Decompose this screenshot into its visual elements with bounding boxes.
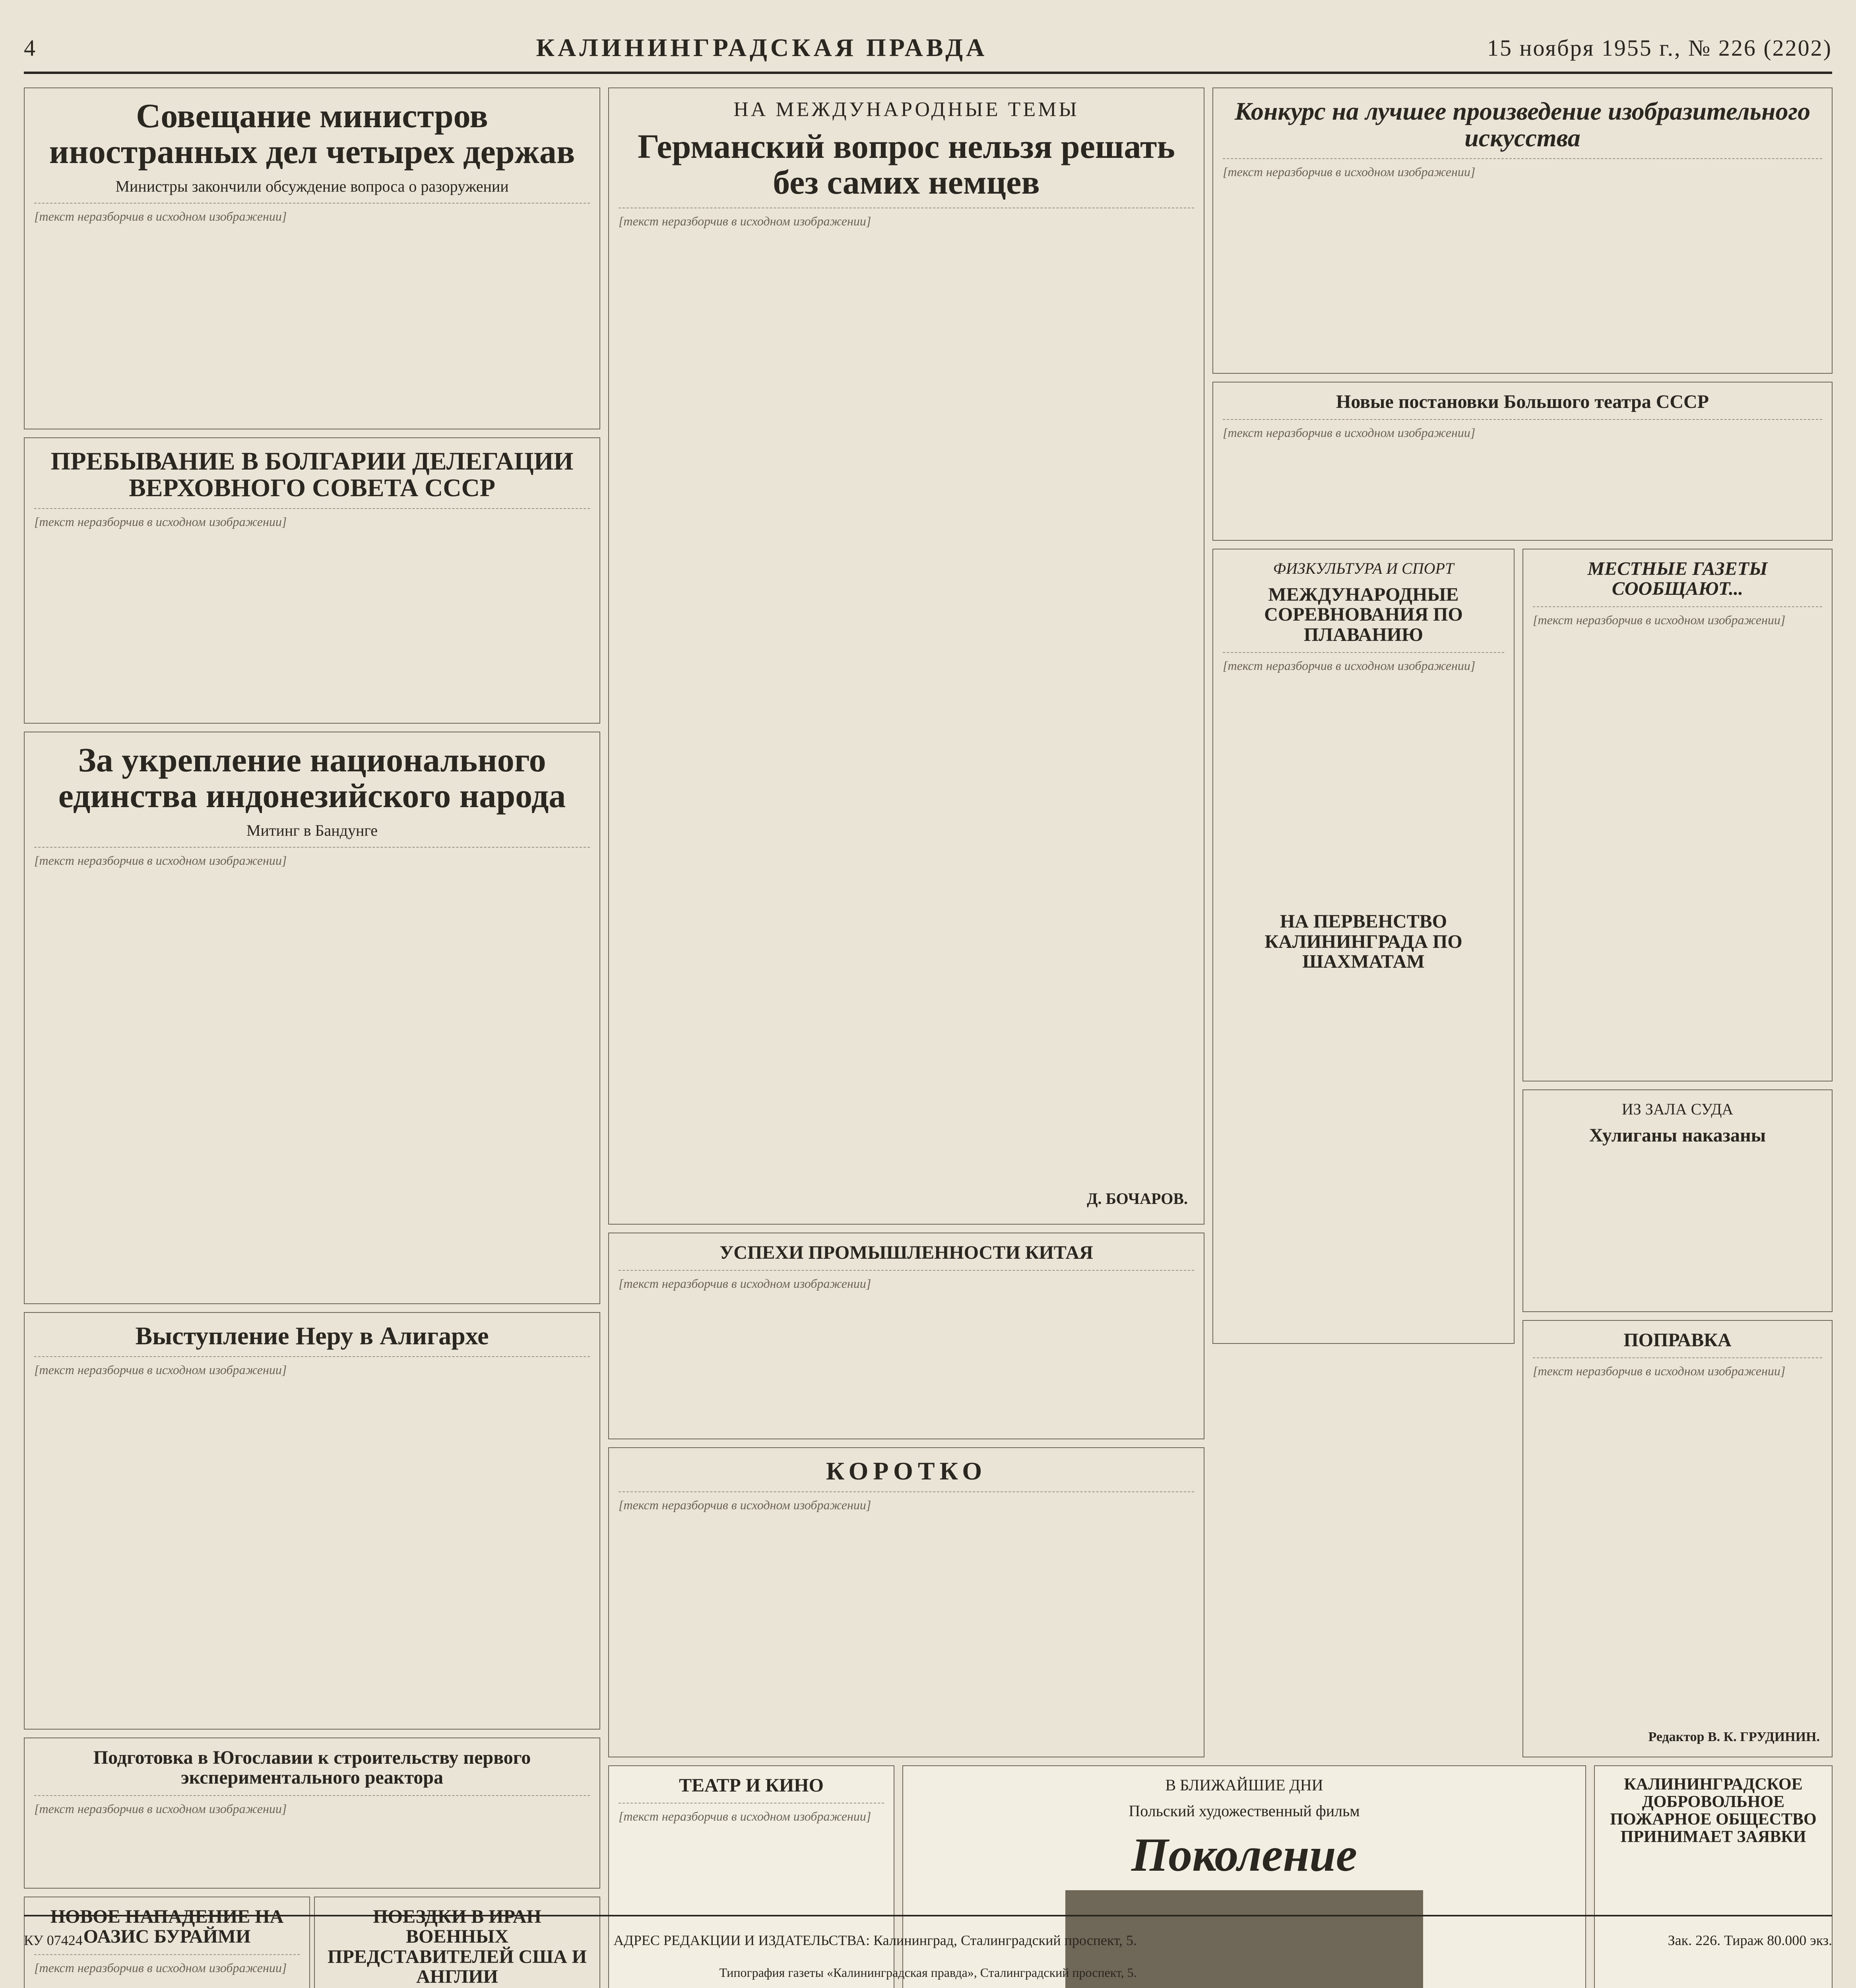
headline: Германский вопрос нельзя решать без самих немцев [638,127,1175,202]
headline-swimming: МЕЖДУНАРОДНЫЕ СОРЕВНОВАНИЯ ПО ПЛАВАНИЮ [1264,584,1463,645]
article-bulgaria [24,437,600,724]
headline: ПОЕЗДКИ В ИРАН ВОЕННЫХ ПРЕДСТАВИТЕЛЕЙ США И АНГЛИИ [328,1906,587,1988]
article-art-contest [1212,87,1833,374]
footer [24,1915,1832,1964]
body-text-placeholder: [текст неразборчив в исходном изображении] [619,1491,1194,1512]
body-text-placeholder: [текст неразборчив в исходном изображении] [34,1954,300,1975]
body-text-placeholder: [текст неразборчив в исходном изображении] [619,208,1194,229]
film-title: Поколение [1131,1828,1358,1881]
headline: КАЛИНИНГРАДСКОЕ ДОБРОВОЛЬНОЕ ПОЖАРНОЕ ОБЩЕСТВО ПРИНИМАЕТ ЗАЯВКИ [1610,1775,1817,1846]
body-text-placeholder: [текст неразборчив в исходном изображении] [34,203,590,224]
article-court [1522,1089,1833,1312]
rubric: ФИЗКУЛЬТУРА И СПОРТ [1273,559,1454,577]
article-indonesia [24,732,600,1304]
headline: Подготовка в Югославии к строительству первого экспериментального реактора [93,1747,531,1788]
page-number: 4 [24,35,37,61]
headline: НОВОЕ НАПАДЕНИЕ НА ОАЗИС БУРАЙМИ [50,1906,284,1947]
headline: ПРЕБЫВАНИЕ В БОЛГАРИИ ДЕЛЕГАЦИИ ВЕРХОВНОГО СОВЕТА СССР [50,447,574,502]
byline: Д. БОЧАРОВ. [1086,1190,1188,1208]
body-text-placeholder: [текст неразборчив в исходном изображении] [1223,419,1822,440]
footer-code: КУ 07424 [24,1932,83,1948]
article-bolshoi [1212,382,1833,541]
masthead [24,24,1832,74]
headline: КОРОТКО [826,1457,987,1485]
paper-title: КАЛИНИНГРАДСКАЯ ПРАВДА [536,33,988,62]
footer-order: Зак. 226. Тираж 80.000 экз. [1668,1932,1832,1948]
headline: Конкурс на лучшее произведение изобразительного искусства [1234,97,1811,152]
headline-chess: НА ПЕРВЕНСТВО КАЛИНИНГРАДА ПО ШАХМАТАМ [1264,911,1462,972]
headline: Новые постановки Большого театра СССР [1336,391,1709,412]
article-german-question [608,87,1204,1225]
headline: ТЕАТР И КИНО [679,1775,824,1796]
body-text-placeholder: [текст неразборчив в исходном изображении] [1223,652,1504,673]
subheadline: Митинг в Бандунге [246,821,378,839]
footer-printer: Типография газеты «Калининградская правда», Сталинградский проспект, 5. [719,1965,1137,1980]
body-text-placeholder: [текст неразборчив в исходном изображении] [1533,606,1822,627]
issue-date: 15 ноября 1955 г., № 226 (2202) [1487,35,1832,61]
body-text-placeholder: [текст неразборчив в исходном изображении] [34,1356,590,1377]
headline: Совещание министров иностранных дел четырех держав [49,97,575,171]
article-nehru [24,1312,600,1730]
subheadline: Министры закончили обсуждение вопроса о разоружении [115,177,509,195]
article-briefly [608,1447,1204,1757]
headline: Хулиганы наказаны [1589,1125,1766,1146]
article-yugoslavia [24,1738,600,1889]
lead: В БЛИЖАЙШИЕ ДНИ [1165,1776,1323,1794]
article-correction [1522,1320,1833,1757]
film-type: Польский художественный фильм [1129,1802,1360,1820]
headline: Выступление Неру в Алигархе [135,1322,489,1350]
article-china [608,1233,1204,1439]
body-text-placeholder: [текст неразборчив в исходном изображении] [1223,158,1822,179]
headline: МЕСТНЫЕ ГАЗЕТЫ СООБЩАЮТ... [1587,558,1768,600]
article-foreign-ministers [24,87,600,429]
footer-address: АДРЕС РЕДАКЦИИ И ИЗДАТЕЛЬСТВА: Калининград, Сталинградский проспект, 5. [613,1932,1137,1948]
body-text-placeholder: [текст неразборчив в исходном изображении] [34,508,590,529]
headline: За укрепление национального единства индонезийского народа [58,741,566,815]
article-sport [1212,549,1515,1344]
rubric: ИЗ ЗАЛА СУДА [1621,1100,1734,1118]
body-text-placeholder: [текст неразборчив в исходном изображении] [619,1803,884,1824]
headline: УСПЕХИ ПРОМЫШЛЕННОСТИ КИТАЯ [720,1242,1093,1263]
editor-signature: Редактор В. К. ГРУДИНИН. [1648,1730,1820,1744]
article-local-papers [1522,549,1833,1081]
body-text-placeholder: [текст неразборчив в исходном изображении] [1533,1357,1822,1378]
rubric: НА МЕЖДУНАРОДНЫЕ ТЕМЫ [733,98,1079,121]
body-text-placeholder: [текст неразборчив в исходном изображении] [34,1795,590,1816]
body-text-placeholder: [текст неразборчив в исходном изображении] [619,1270,1194,1291]
body-text-placeholder: [текст неразборчив в исходном изображении] [34,847,590,868]
headline: ПОПРАВКА [1623,1330,1732,1351]
